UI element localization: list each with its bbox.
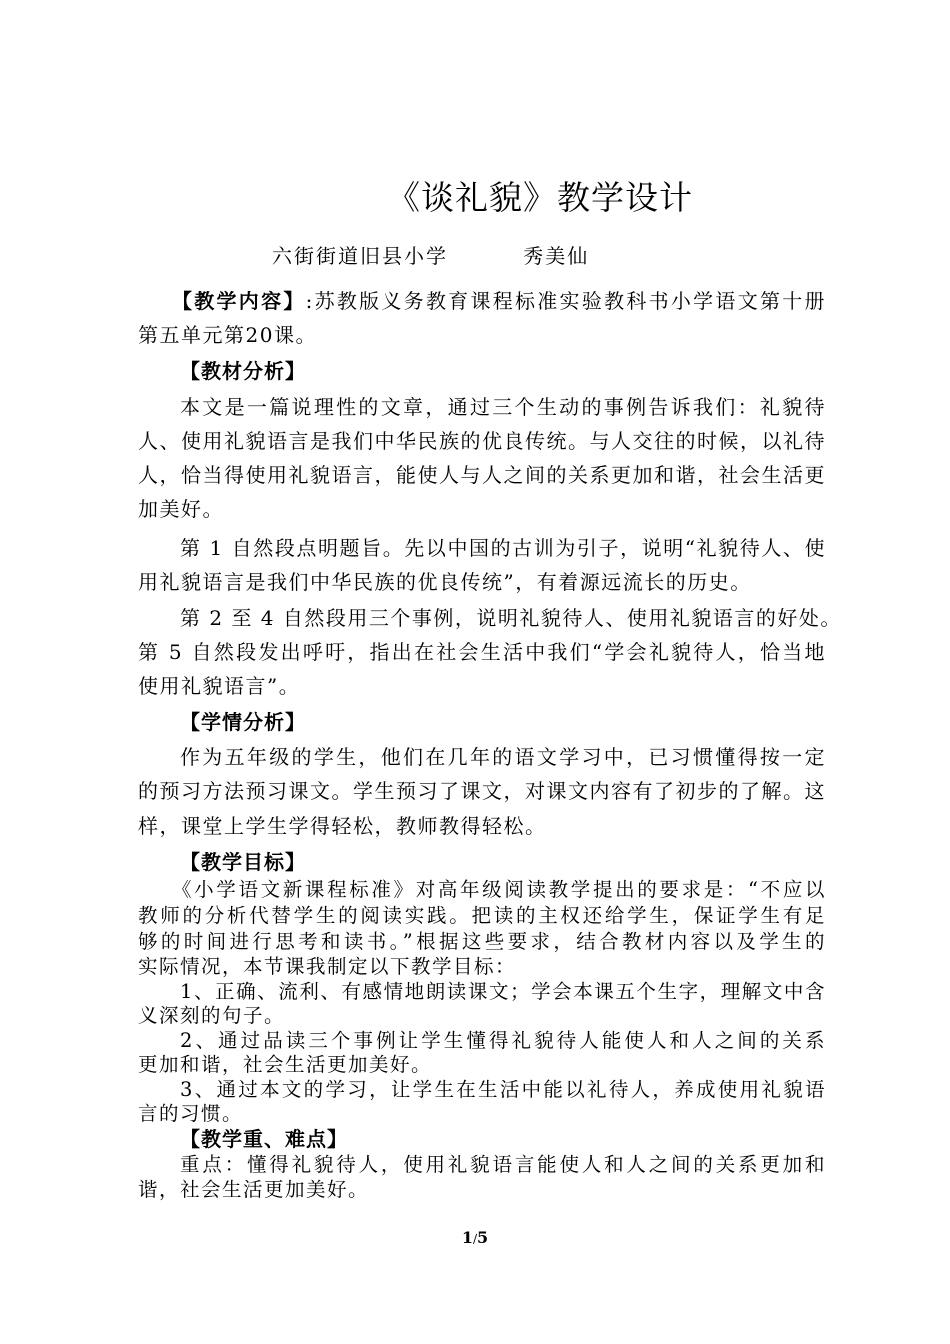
- analysis-p3-line: 使用礼貌语言”。: [138, 674, 301, 698]
- goal-1-line: 1、正确、流利、有感情地朗读课文；学会本课五个生字，理解文中含: [180, 980, 826, 1003]
- content-heading: 【教学内容】: [172, 289, 306, 313]
- goal-3-line: 3、通过本文的学习，让学生在生活中能以礼待人，养成使用礼貌语: [180, 1078, 826, 1101]
- key-heading: 【教学重、难点】: [180, 1127, 348, 1151]
- content-text: :苏教版义务教育课程标准实验教科书小学语文第十册: [305, 289, 826, 313]
- goals-intro-line: 《小学语文新课程标准》对高年级阅读教学提出的要求是：“不应以: [172, 878, 826, 901]
- analysis-p3-line: 第 2 至 4 自然段用三个事例，说明礼貌待人、使用礼貌语言的好处。: [180, 606, 842, 630]
- learner-heading: 【学情分析】: [180, 710, 306, 734]
- goal-2-line: 2、通过品读三个事例让学生懂得礼貌待人能使人和人之间的关系: [180, 1029, 826, 1052]
- author-line: [272, 240, 589, 269]
- content-text-cont: 第五单元第20课。: [138, 323, 317, 347]
- goal-1-line: 义深刻的句子。: [138, 1004, 286, 1027]
- content-line: [172, 285, 826, 314]
- page-number: [0, 1228, 950, 1247]
- author-school: 六街街道旧县小学: [272, 244, 448, 268]
- page-total: 5: [477, 1228, 489, 1247]
- goal-2-line: 更加和谐，社会生活更加美好。: [138, 1053, 433, 1076]
- learner-line: 样，课堂上学生学得轻松，教师教得轻松。: [138, 814, 547, 838]
- analysis-p2-line: 第 1 自然段点明题旨。先以中国的古训为引子，说明“礼貌待人、使: [180, 536, 826, 560]
- goals-intro-line: 够的时间进行思考和读书。”根据这些要求，结合教材内容以及学生的: [138, 930, 826, 953]
- learner-line: 作为五年级的学生，他们在几年的语文学习中，已习惯懂得按一定: [180, 745, 826, 769]
- analysis-p1-line: 加美好。: [138, 497, 224, 521]
- document-title: 《谈礼貌》教学设计: [387, 178, 693, 217]
- analysis-p1-line: 人、使用礼貌语言是我们中华民族的优良传统。与人交往的时候，以礼待: [138, 429, 826, 453]
- analysis-p3-line: 第 5 自然段发出呼吁，指出在社会生活中我们“学会礼貌待人，恰当地: [138, 640, 826, 664]
- goal-3-line: 言的习惯。: [138, 1102, 244, 1125]
- key-line: 重点：懂得礼貌待人，使用礼貌语言能使人和人之间的关系更加和: [180, 1153, 826, 1176]
- page-separator: /: [472, 1232, 478, 1246]
- goals-intro-line: 实际情况，本节课我制定以下教学目标：: [138, 955, 517, 978]
- learner-line: 的预习方法预习课文。学生预习了课文，对课文内容有了初步的了解。这: [138, 779, 826, 803]
- analysis-p2-line: 用礼貌语言是我们中华民族的优良传统”，有着源远流长的历史。: [138, 570, 752, 594]
- key-line: 谐，社会生活更加美好。: [138, 1178, 370, 1201]
- goals-heading: 【教学目标】: [180, 850, 306, 874]
- page-current: 1: [461, 1228, 473, 1247]
- author-name: 秀美仙: [523, 244, 590, 268]
- analysis-p1-line: 人，恰当得使用礼貌语言，能使人与人之间的关系更加和谐，社会生活更: [138, 463, 826, 487]
- analysis-p1-line: 本文是一篇说理性的文章，通过三个生动的事例告诉我们：礼貌待: [180, 395, 826, 419]
- analysis-heading: 【教材分析】: [180, 359, 306, 383]
- goals-intro-line: 教师的分析代替学生的阅读实践。把读的主权还给学生，保证学生有足: [138, 904, 826, 927]
